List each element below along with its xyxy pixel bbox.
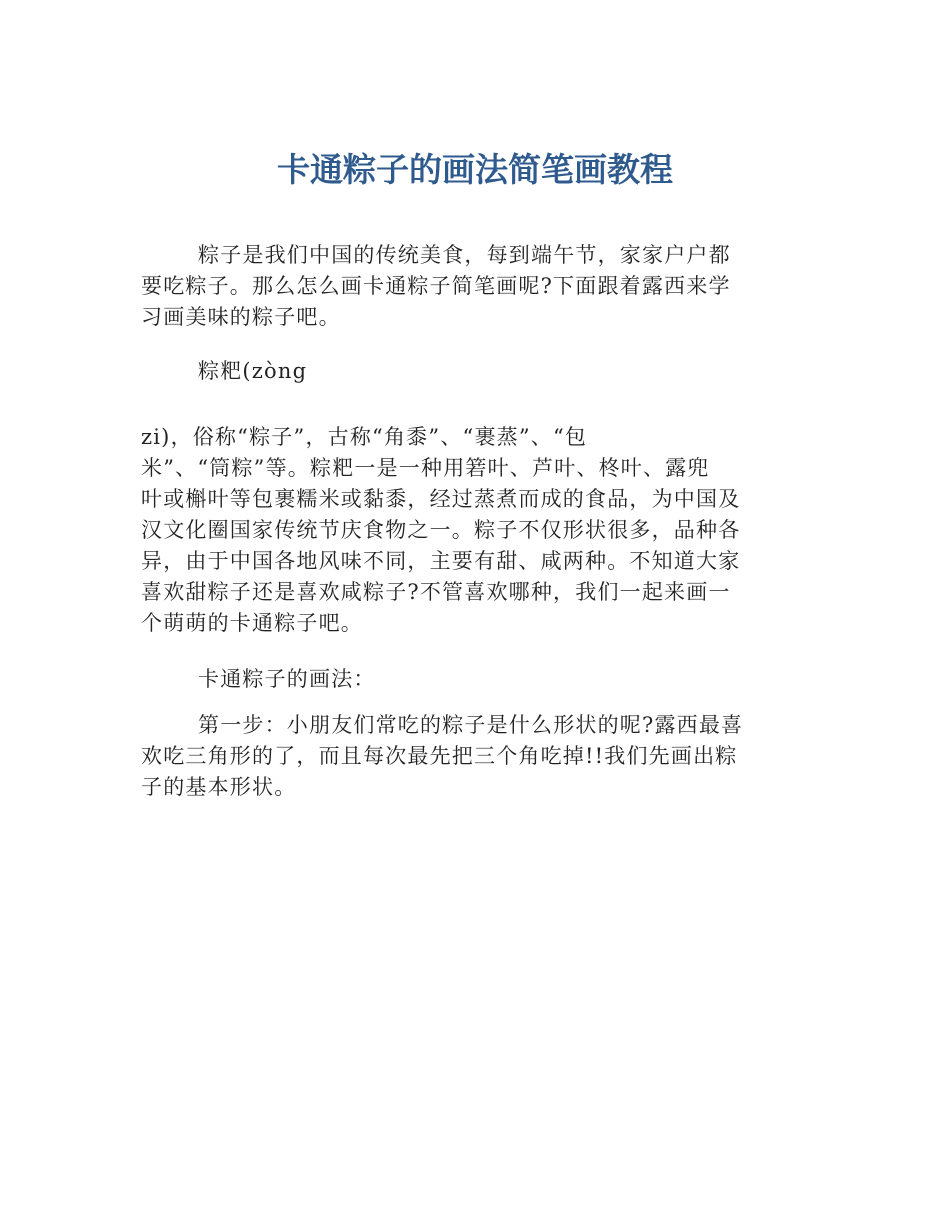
intro-line-1: 粽子是我们中国的传统美食，每到端午节，家家户户都 xyxy=(198,243,731,267)
method-heading: 卡通粽子的画法： xyxy=(198,667,376,691)
definition-line-4: 汉文化圈国家传统节庆食物之一。粽子不仅形状很多，品种各 xyxy=(141,518,741,542)
step-one-line-3: 子的基本形状。 xyxy=(141,775,297,799)
step-one-paragraph xyxy=(141,710,813,803)
definition-line-3: 叶或槲叶等包裹糯米或黏黍，经过蒸煮而成的食品，为中国及 xyxy=(141,487,741,511)
zongzi-term-line: 粽粑(zòng xyxy=(198,359,308,383)
step-one-line-1: 第一步：小朋友们常吃的粽子是什么形状的呢?露西最喜 xyxy=(198,713,744,737)
intro-line-2: 要吃粽子。那么怎么画卡通粽子简笔画呢?下面跟着露西来学 xyxy=(141,274,731,298)
definition-line-7: 个萌萌的卡通粽子吧。 xyxy=(141,611,363,635)
intro-line-3: 习画美味的粽子吧。 xyxy=(141,305,341,329)
definition-line-6: 喜欢甜粽子还是喜欢咸粽子?不管喜欢哪种，我们一起来画一 xyxy=(141,580,731,604)
zongzi-term-paragraph xyxy=(141,356,813,387)
step-one-line-2: 欢吃三角形的了，而且每次最先把三个角吃掉!!我们先画出粽 xyxy=(141,744,738,768)
intro-paragraph xyxy=(141,240,813,333)
definition-line-1: zi)，俗称“粽子”，古称“角黍”、“裹蒸”、“包 xyxy=(141,425,588,449)
document-title: 卡通粽子的画法简笔画教程 xyxy=(277,150,673,189)
definition-line-2: 米”、“筒粽”等。粽粑一是一种用箬叶、芦叶、柊叶、露兜 xyxy=(141,456,710,480)
definition-paragraph xyxy=(141,422,813,639)
definition-line-5: 异，由于中国各地风味不同，主要有甜、咸两种。不知道大家 xyxy=(141,549,741,573)
method-heading-paragraph xyxy=(141,664,813,695)
